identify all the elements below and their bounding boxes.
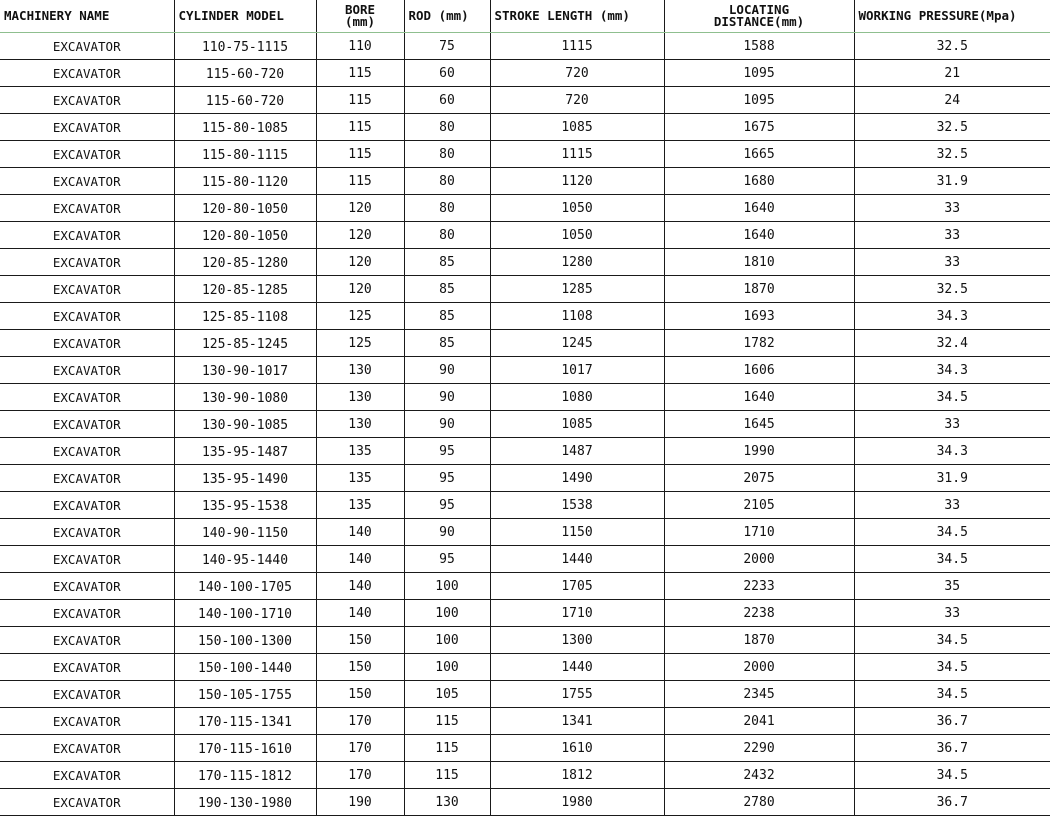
cell-locating-distance: 1693 — [664, 303, 854, 330]
table-row — [0, 681, 1050, 708]
cell-working-pressure: 32.4 — [854, 330, 1050, 357]
cell-stroke-length: 1050 — [490, 195, 664, 222]
cell-bore: 130 — [316, 411, 404, 438]
cell-bore: 115 — [316, 87, 404, 114]
cell-working-pressure: 34.5 — [854, 627, 1050, 654]
cell-working-pressure: 34.3 — [854, 357, 1050, 384]
header-machinery-name: MACHINERY NAME — [0, 0, 174, 33]
cell-cylinder-model: 110-75-1115 — [174, 33, 316, 60]
cell-rod: 80 — [404, 168, 490, 195]
cell-machinery-name: EXCAVATOR — [0, 87, 174, 114]
table-row — [0, 546, 1050, 573]
cell-locating-distance: 1810 — [664, 249, 854, 276]
table-row — [0, 573, 1050, 600]
cell-working-pressure: 36.7 — [854, 789, 1050, 816]
cell-working-pressure: 32.5 — [854, 114, 1050, 141]
cell-machinery-name: EXCAVATOR — [0, 249, 174, 276]
cell-cylinder-model: 140-95-1440 — [174, 546, 316, 573]
cell-locating-distance: 2345 — [664, 681, 854, 708]
table-row — [0, 627, 1050, 654]
table-row — [0, 438, 1050, 465]
cell-bore: 115 — [316, 141, 404, 168]
header-locating-distance — [664, 0, 854, 33]
header-bore — [316, 0, 404, 33]
cell-working-pressure: 21 — [854, 60, 1050, 87]
cell-machinery-name: EXCAVATOR — [0, 141, 174, 168]
cell-bore: 130 — [316, 384, 404, 411]
table-row — [0, 411, 1050, 438]
cell-stroke-length: 1812 — [490, 762, 664, 789]
cell-cylinder-model: 135-95-1490 — [174, 465, 316, 492]
cell-cylinder-model: 120-85-1280 — [174, 249, 316, 276]
cell-stroke-length: 1080 — [490, 384, 664, 411]
cell-bore: 170 — [316, 735, 404, 762]
cell-cylinder-model: 115-60-720 — [174, 87, 316, 114]
cell-working-pressure: 33 — [854, 492, 1050, 519]
cell-machinery-name: EXCAVATOR — [0, 438, 174, 465]
cell-stroke-length: 1487 — [490, 438, 664, 465]
cell-locating-distance: 1870 — [664, 276, 854, 303]
cell-rod: 105 — [404, 681, 490, 708]
table-row — [0, 735, 1050, 762]
cell-locating-distance: 2290 — [664, 735, 854, 762]
cell-bore: 150 — [316, 654, 404, 681]
cell-stroke-length: 1610 — [490, 735, 664, 762]
cell-stroke-length: 1120 — [490, 168, 664, 195]
table-body — [0, 33, 1050, 816]
cell-working-pressure: 34.3 — [854, 303, 1050, 330]
cell-bore: 140 — [316, 519, 404, 546]
cell-locating-distance: 1588 — [664, 33, 854, 60]
cell-bore: 125 — [316, 330, 404, 357]
header-working-pressure: WORKING PRESSURE(Mpa) — [854, 0, 1050, 33]
cell-stroke-length: 1085 — [490, 114, 664, 141]
cell-machinery-name: EXCAVATOR — [0, 519, 174, 546]
cell-rod: 100 — [404, 654, 490, 681]
cell-rod: 60 — [404, 87, 490, 114]
cell-cylinder-model: 130-90-1017 — [174, 357, 316, 384]
cell-cylinder-model: 135-95-1538 — [174, 492, 316, 519]
cell-stroke-length: 1085 — [490, 411, 664, 438]
table-row — [0, 114, 1050, 141]
cell-working-pressure: 35 — [854, 573, 1050, 600]
cell-stroke-length: 1755 — [490, 681, 664, 708]
cell-locating-distance: 2233 — [664, 573, 854, 600]
cell-bore: 120 — [316, 222, 404, 249]
cell-working-pressure: 34.5 — [854, 519, 1050, 546]
cell-stroke-length: 1108 — [490, 303, 664, 330]
cell-machinery-name: EXCAVATOR — [0, 60, 174, 87]
cell-locating-distance: 1645 — [664, 411, 854, 438]
cell-stroke-length: 720 — [490, 60, 664, 87]
cell-machinery-name: EXCAVATOR — [0, 114, 174, 141]
cell-locating-distance: 1095 — [664, 60, 854, 87]
cell-working-pressure: 33 — [854, 195, 1050, 222]
cell-rod: 75 — [404, 33, 490, 60]
cell-working-pressure: 34.3 — [854, 438, 1050, 465]
table-row — [0, 141, 1050, 168]
table-row — [0, 384, 1050, 411]
cell-stroke-length: 1115 — [490, 33, 664, 60]
cell-stroke-length: 1538 — [490, 492, 664, 519]
cell-bore: 115 — [316, 168, 404, 195]
cell-rod: 100 — [404, 627, 490, 654]
table-row — [0, 87, 1050, 114]
cell-rod: 95 — [404, 546, 490, 573]
cell-locating-distance: 1665 — [664, 141, 854, 168]
cell-rod: 60 — [404, 60, 490, 87]
cell-working-pressure: 32.5 — [854, 33, 1050, 60]
cell-machinery-name: EXCAVATOR — [0, 276, 174, 303]
cell-locating-distance: 1782 — [664, 330, 854, 357]
cell-bore: 120 — [316, 195, 404, 222]
cell-machinery-name: EXCAVATOR — [0, 654, 174, 681]
table-row — [0, 762, 1050, 789]
cell-stroke-length: 1280 — [490, 249, 664, 276]
cell-machinery-name: EXCAVATOR — [0, 384, 174, 411]
cell-cylinder-model: 115-80-1120 — [174, 168, 316, 195]
cell-locating-distance: 2000 — [664, 546, 854, 573]
cell-bore: 150 — [316, 627, 404, 654]
table-row — [0, 654, 1050, 681]
cell-locating-distance: 1990 — [664, 438, 854, 465]
cell-cylinder-model: 150-100-1440 — [174, 654, 316, 681]
cell-rod: 85 — [404, 276, 490, 303]
table-row — [0, 195, 1050, 222]
cell-bore: 120 — [316, 276, 404, 303]
cell-rod: 80 — [404, 141, 490, 168]
cell-stroke-length: 1440 — [490, 546, 664, 573]
cell-rod: 95 — [404, 492, 490, 519]
cell-working-pressure: 34.5 — [854, 654, 1050, 681]
cell-stroke-length: 1017 — [490, 357, 664, 384]
cell-working-pressure: 34.5 — [854, 546, 1050, 573]
table-row — [0, 492, 1050, 519]
cell-cylinder-model: 125-85-1108 — [174, 303, 316, 330]
cell-machinery-name: EXCAVATOR — [0, 681, 174, 708]
cell-cylinder-model: 120-85-1285 — [174, 276, 316, 303]
cell-locating-distance: 1640 — [664, 222, 854, 249]
cell-rod: 85 — [404, 303, 490, 330]
cell-stroke-length: 1440 — [490, 654, 664, 681]
cell-bore: 130 — [316, 357, 404, 384]
cell-stroke-length: 1285 — [490, 276, 664, 303]
cell-working-pressure: 33 — [854, 411, 1050, 438]
cell-machinery-name: EXCAVATOR — [0, 600, 174, 627]
cell-locating-distance: 2000 — [664, 654, 854, 681]
cell-machinery-name: EXCAVATOR — [0, 762, 174, 789]
table-row — [0, 600, 1050, 627]
cell-cylinder-model: 115-60-720 — [174, 60, 316, 87]
header-cylinder-model: CYLINDER MODEL — [174, 0, 316, 33]
cell-rod: 115 — [404, 735, 490, 762]
cell-machinery-name: EXCAVATOR — [0, 627, 174, 654]
cell-locating-distance: 1640 — [664, 384, 854, 411]
cell-rod: 100 — [404, 573, 490, 600]
cell-bore: 150 — [316, 681, 404, 708]
cell-working-pressure: 34.5 — [854, 762, 1050, 789]
cell-rod: 85 — [404, 249, 490, 276]
cell-cylinder-model: 130-90-1085 — [174, 411, 316, 438]
cell-cylinder-model: 170-115-1341 — [174, 708, 316, 735]
header-locating-line2: DISTANCE(mm) — [713, 14, 805, 29]
cell-working-pressure: 31.9 — [854, 465, 1050, 492]
cell-cylinder-model: 140-90-1150 — [174, 519, 316, 546]
cell-machinery-name: EXCAVATOR — [0, 708, 174, 735]
cell-cylinder-model: 115-80-1085 — [174, 114, 316, 141]
cell-bore: 190 — [316, 789, 404, 816]
cell-machinery-name: EXCAVATOR — [0, 546, 174, 573]
cell-working-pressure: 33 — [854, 222, 1050, 249]
cell-bore: 135 — [316, 465, 404, 492]
cell-cylinder-model: 135-95-1487 — [174, 438, 316, 465]
cell-working-pressure: 34.5 — [854, 384, 1050, 411]
table-row — [0, 708, 1050, 735]
cell-bore: 140 — [316, 600, 404, 627]
header-bore-line2: (mm) — [344, 14, 376, 29]
cell-cylinder-model: 170-115-1610 — [174, 735, 316, 762]
cell-stroke-length: 1115 — [490, 141, 664, 168]
cell-working-pressure: 32.5 — [854, 276, 1050, 303]
cell-stroke-length: 1980 — [490, 789, 664, 816]
cell-stroke-length: 1150 — [490, 519, 664, 546]
cell-stroke-length: 1245 — [490, 330, 664, 357]
table-row — [0, 357, 1050, 384]
cell-stroke-length: 720 — [490, 87, 664, 114]
cell-cylinder-model: 125-85-1245 — [174, 330, 316, 357]
table-row — [0, 465, 1050, 492]
cell-locating-distance: 1675 — [664, 114, 854, 141]
table-row — [0, 789, 1050, 816]
cell-locating-distance: 1606 — [664, 357, 854, 384]
cell-machinery-name: EXCAVATOR — [0, 195, 174, 222]
cell-stroke-length: 1050 — [490, 222, 664, 249]
cell-rod: 90 — [404, 411, 490, 438]
cell-cylinder-model: 115-80-1115 — [174, 141, 316, 168]
table-row — [0, 168, 1050, 195]
cell-rod: 80 — [404, 222, 490, 249]
table-row — [0, 33, 1050, 60]
cell-working-pressure: 33 — [854, 249, 1050, 276]
cell-bore: 170 — [316, 762, 404, 789]
cell-stroke-length: 1710 — [490, 600, 664, 627]
cell-cylinder-model: 170-115-1812 — [174, 762, 316, 789]
header-bore-line1: BORE — [344, 2, 376, 17]
cell-rod: 95 — [404, 465, 490, 492]
cell-machinery-name: EXCAVATOR — [0, 465, 174, 492]
cell-rod: 130 — [404, 789, 490, 816]
cell-machinery-name: EXCAVATOR — [0, 411, 174, 438]
cell-cylinder-model: 150-105-1755 — [174, 681, 316, 708]
cell-machinery-name: EXCAVATOR — [0, 357, 174, 384]
cell-working-pressure: 34.5 — [854, 681, 1050, 708]
cell-locating-distance: 2238 — [664, 600, 854, 627]
cell-locating-distance: 1095 — [664, 87, 854, 114]
cell-rod: 85 — [404, 330, 490, 357]
cell-bore: 120 — [316, 249, 404, 276]
cell-bore: 135 — [316, 492, 404, 519]
table-row — [0, 519, 1050, 546]
cell-machinery-name: EXCAVATOR — [0, 33, 174, 60]
cell-bore: 115 — [316, 60, 404, 87]
table-header — [0, 0, 1050, 33]
cell-working-pressure: 32.5 — [854, 141, 1050, 168]
cell-locating-distance: 1680 — [664, 168, 854, 195]
cell-machinery-name: EXCAVATOR — [0, 789, 174, 816]
cell-cylinder-model: 130-90-1080 — [174, 384, 316, 411]
cell-machinery-name: EXCAVATOR — [0, 492, 174, 519]
cell-machinery-name: EXCAVATOR — [0, 735, 174, 762]
table-row — [0, 276, 1050, 303]
cell-locating-distance: 2041 — [664, 708, 854, 735]
cell-bore: 125 — [316, 303, 404, 330]
cell-cylinder-model: 140-100-1710 — [174, 600, 316, 627]
cell-cylinder-model: 120-80-1050 — [174, 195, 316, 222]
cell-machinery-name: EXCAVATOR — [0, 222, 174, 249]
cell-stroke-length: 1490 — [490, 465, 664, 492]
cell-working-pressure: 31.9 — [854, 168, 1050, 195]
cell-rod: 115 — [404, 762, 490, 789]
cell-machinery-name: EXCAVATOR — [0, 303, 174, 330]
cell-stroke-length: 1341 — [490, 708, 664, 735]
cell-cylinder-model: 150-100-1300 — [174, 627, 316, 654]
cell-rod: 95 — [404, 438, 490, 465]
table-row — [0, 222, 1050, 249]
cell-bore: 140 — [316, 546, 404, 573]
cell-bore: 170 — [316, 708, 404, 735]
table-row — [0, 249, 1050, 276]
table-row — [0, 330, 1050, 357]
cell-rod: 90 — [404, 357, 490, 384]
cell-locating-distance: 1870 — [664, 627, 854, 654]
cell-cylinder-model: 140-100-1705 — [174, 573, 316, 600]
cell-working-pressure: 33 — [854, 600, 1050, 627]
cell-rod: 100 — [404, 600, 490, 627]
cell-locating-distance: 1710 — [664, 519, 854, 546]
cell-locating-distance: 1640 — [664, 195, 854, 222]
cell-working-pressure: 36.7 — [854, 735, 1050, 762]
cell-rod: 90 — [404, 519, 490, 546]
cell-bore: 110 — [316, 33, 404, 60]
cell-machinery-name: EXCAVATOR — [0, 330, 174, 357]
cell-locating-distance: 2105 — [664, 492, 854, 519]
cell-rod: 80 — [404, 195, 490, 222]
cell-rod: 115 — [404, 708, 490, 735]
header-rod: ROD (mm) — [404, 0, 490, 33]
cell-working-pressure: 24 — [854, 87, 1050, 114]
cell-bore: 135 — [316, 438, 404, 465]
cell-cylinder-model: 190-130-1980 — [174, 789, 316, 816]
cell-rod: 90 — [404, 384, 490, 411]
cell-locating-distance: 2075 — [664, 465, 854, 492]
header-stroke-length: STROKE LENGTH (mm) — [490, 0, 664, 33]
cell-locating-distance: 2432 — [664, 762, 854, 789]
cell-bore: 115 — [316, 114, 404, 141]
cell-rod: 80 — [404, 114, 490, 141]
cell-cylinder-model: 120-80-1050 — [174, 222, 316, 249]
cell-working-pressure: 36.7 — [854, 708, 1050, 735]
cell-machinery-name: EXCAVATOR — [0, 168, 174, 195]
cell-locating-distance: 2780 — [664, 789, 854, 816]
cell-stroke-length: 1705 — [490, 573, 664, 600]
cell-machinery-name: EXCAVATOR — [0, 573, 174, 600]
cell-bore: 140 — [316, 573, 404, 600]
cell-stroke-length: 1300 — [490, 627, 664, 654]
table-row — [0, 60, 1050, 87]
header-row — [0, 0, 1050, 33]
table-row — [0, 303, 1050, 330]
header-locating-line1: LOCATING — [728, 2, 790, 17]
